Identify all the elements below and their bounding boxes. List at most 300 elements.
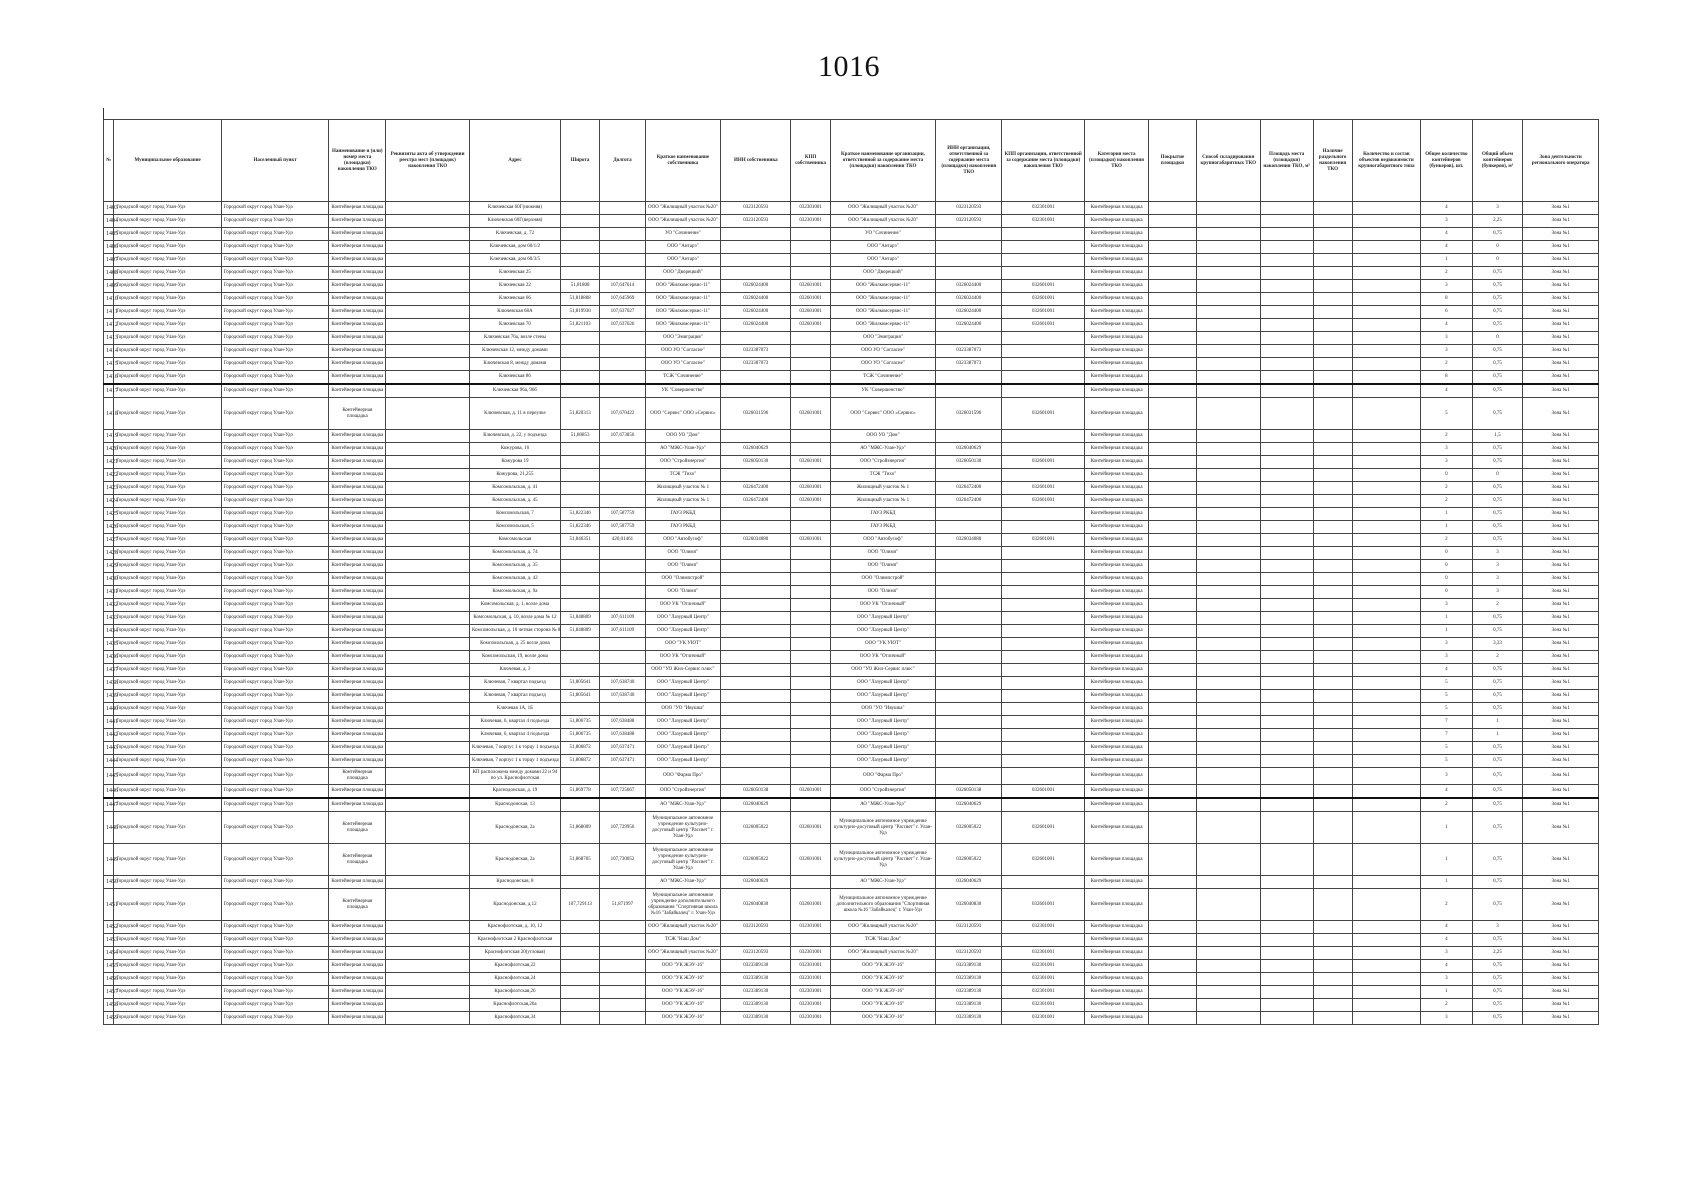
cell-site-name: Контейнерная площадка: [329, 716, 386, 729]
cell-container-count: 5: [1421, 703, 1473, 716]
cell-address: Комсомольская, д. 10, возле дома № 12: [469, 612, 560, 625]
cell-latitude: [560, 573, 599, 586]
cell-surface: [1149, 319, 1197, 332]
cell-settlement: Городской округ город Улан-Удэ: [221, 703, 329, 716]
cell-separate-collection: [1313, 716, 1352, 729]
cell-container-volume: 0,75: [1472, 703, 1523, 716]
cell-container-volume: 0,75: [1472, 742, 1523, 755]
cell-address: Ключевая, 7 квартал подъезд: [469, 677, 560, 690]
cell-owner: ООО "Лазурный Центр": [645, 729, 720, 742]
cell-category: Контейнерная площадка: [1085, 443, 1149, 456]
cell-site-name: Контейнерная площадка: [329, 960, 386, 973]
cell-settlement: Городской округ город Улан-Удэ: [221, 371, 329, 385]
cell-surface: [1149, 241, 1197, 254]
cell-org: ООО УК "Отличный": [830, 599, 935, 612]
cell-container-count: 2: [1421, 889, 1473, 921]
cell-category: Контейнерная площадка: [1085, 651, 1149, 664]
cell-number: 1416: [104, 371, 114, 385]
cell-area: [1260, 612, 1313, 625]
cell-separate-collection: [1313, 651, 1352, 664]
cell-owner: ООО "УО Жил-Сервис плюс": [645, 664, 720, 677]
cell-address: Ключевская, д. 22, у подъезда: [469, 430, 560, 443]
cell-container-volume: 0,75: [1472, 521, 1523, 534]
cell-container-count: 3: [1421, 456, 1473, 469]
cell-separate-collection: [1313, 358, 1352, 371]
cell-longitude: [600, 638, 645, 651]
cell-area: [1260, 798, 1313, 812]
cell-zone: Зона №1: [1523, 371, 1599, 385]
cell-owner: Муниципальное автономное учреждение культурно-досуговый центр "Рассвет" г. Улан-Удэ: [645, 812, 720, 844]
cell-separate-collection: [1313, 844, 1352, 876]
cell-owner-kpp: [791, 430, 830, 443]
cell-category: Контейнерная площадка: [1085, 876, 1149, 889]
cell-latitude: 51,821103: [560, 319, 599, 332]
cell-surface: [1149, 586, 1197, 599]
cell-container-count: 4: [1421, 785, 1473, 799]
cell-owner-inn: [721, 384, 791, 398]
cell-owner-kpp: [791, 612, 830, 625]
cell-container-volume: 0: [1472, 332, 1523, 345]
cell-settlement: Городской округ город Улан-Удэ: [221, 755, 329, 768]
cell-owner-kpp: 032601001: [791, 495, 830, 508]
cell-category: Контейнерная площадка: [1085, 215, 1149, 228]
cell-org: Муниципальное автономное учреждение культурно-досуговый центр "Рассвет" г. Улан-Удэ: [830, 844, 935, 876]
cell-latitude: [560, 215, 599, 228]
cell-municipality: Городской округ город Улан-Удэ: [114, 482, 222, 495]
cell-site-name: Контейнерная площадка: [329, 508, 386, 521]
cell-latitude: [560, 586, 599, 599]
cell-address: Комсомольская, д. 1, возле дома: [469, 599, 560, 612]
cell-area: [1260, 812, 1313, 844]
cell-storage-method: [1196, 703, 1260, 716]
cell-municipality: Городской округ город Улан-Удэ: [114, 358, 222, 371]
cell-category: Контейнерная площадка: [1085, 398, 1149, 430]
cell-container-volume: 0,75: [1472, 1012, 1523, 1025]
cell-zone: Зона №1: [1523, 716, 1599, 729]
cell-zone: Зона №1: [1523, 306, 1599, 319]
cell-surface: [1149, 371, 1197, 385]
cell-container-volume: 1,5: [1472, 430, 1523, 443]
cell-zone: Зона №1: [1523, 482, 1599, 495]
cell-storage-method: [1196, 443, 1260, 456]
cell-owner-inn: 0326005022: [721, 812, 791, 844]
table-row: [104, 651, 1599, 664]
cell-area: [1260, 280, 1313, 293]
cell-org-inn: 0326050130: [936, 456, 1002, 469]
cell-owner-kpp: [791, 254, 830, 267]
cell-site-name: Контейнерная площадка: [329, 560, 386, 573]
cell-separate-collection: [1313, 241, 1352, 254]
cell-owner-inn: [721, 768, 791, 785]
cell-act: [386, 319, 470, 332]
cell-org: ТСЖ "Наш Дом": [830, 934, 935, 947]
cell-separate-collection: [1313, 798, 1352, 812]
cell-surface: [1149, 677, 1197, 690]
cell-latitude: 51,822346: [560, 508, 599, 521]
cell-category: Контейнерная площадка: [1085, 755, 1149, 768]
cell-storage-method: [1196, 508, 1260, 521]
cell-org: АО "МЖС-Улан-Удэ": [830, 876, 935, 889]
cell-container-volume: 0,75: [1472, 960, 1523, 973]
cell-category: Контейнерная площадка: [1085, 495, 1149, 508]
cell-municipality: Городской округ город Улан-Удэ: [114, 443, 222, 456]
cell-container-count: 4: [1421, 241, 1473, 254]
cell-number: 1414: [104, 345, 114, 358]
cell-zone: Зона №1: [1523, 202, 1599, 215]
cell-org: ООО "Антарэ": [830, 241, 935, 254]
column-header: Адрес: [469, 120, 560, 202]
cell-zone: Зона №1: [1523, 729, 1599, 742]
cell-separate-collection: [1313, 521, 1352, 534]
cell-zone: Зона №1: [1523, 812, 1599, 844]
cell-org-kpp: [1002, 798, 1085, 812]
cell-container-volume: 0,75: [1472, 482, 1523, 495]
cell-org-inn: [936, 638, 1002, 651]
cell-address: Ключевская 96а, 96б: [469, 384, 560, 398]
cell-municipality: Городской округ город Улан-Удэ: [114, 768, 222, 785]
cell-surface: [1149, 573, 1197, 586]
cell-owner-kpp: 032301001: [791, 1012, 830, 1025]
cell-org-inn: 0326472400: [936, 482, 1002, 495]
cell-container-count: 6: [1421, 306, 1473, 319]
cell-act: [386, 812, 470, 844]
cell-area: [1260, 384, 1313, 398]
cell-container-count: 4: [1421, 921, 1473, 934]
cell-owner-inn: 0326472400: [721, 495, 791, 508]
cell-address: Кожурова, 21,255: [469, 469, 560, 482]
cell-address: Ключевская 12, между домами: [469, 345, 560, 358]
cell-number: 1429: [104, 560, 114, 573]
cell-act: [386, 254, 470, 267]
cell-objects: [1352, 612, 1420, 625]
cell-site-name: Контейнерная площадка: [329, 889, 386, 921]
cell-container-count: 7: [1421, 729, 1473, 742]
cell-org: ООО "Лазурный Центр": [830, 677, 935, 690]
cell-site-name: Контейнерная площадка: [329, 319, 386, 332]
cell-number: 1449: [104, 844, 114, 876]
cell-org: ООО "Антарэ": [830, 254, 935, 267]
cell-owner: ООО "УК УЮТ": [645, 638, 720, 651]
cell-owner-inn: 0326040629: [721, 798, 791, 812]
cell-container-volume: 0,75: [1472, 371, 1523, 385]
cell-surface: [1149, 768, 1197, 785]
cell-org-inn: [936, 755, 1002, 768]
cell-objects: [1352, 306, 1420, 319]
cell-site-name: Контейнерная площадка: [329, 664, 386, 677]
cell-owner-kpp: [791, 560, 830, 573]
cell-site-name: Контейнерная площадка: [329, 547, 386, 560]
cell-container-count: 2: [1421, 495, 1473, 508]
cell-longitude: [600, 651, 645, 664]
cell-act: [386, 560, 470, 573]
cell-owner-inn: 0326024400: [721, 306, 791, 319]
cell-municipality: Городской округ город Улан-Удэ: [114, 625, 222, 638]
cell-municipality: Городской округ город Улан-Удэ: [114, 785, 222, 799]
cell-objects: [1352, 664, 1420, 677]
cell-org-inn: 0326040629: [936, 876, 1002, 889]
cell-separate-collection: [1313, 785, 1352, 799]
cell-org: ООО "Жилкомсервис-11": [830, 319, 935, 332]
cell-org-inn: [936, 612, 1002, 625]
cell-number: 1420: [104, 443, 114, 456]
table-row: [104, 358, 1599, 371]
cell-number: 1408: [104, 267, 114, 280]
cell-settlement: Городской округ город Улан-Удэ: [221, 482, 329, 495]
cell-container-count: 5: [1421, 755, 1473, 768]
cell-container-count: 5: [1421, 677, 1473, 690]
cell-number: 1459: [104, 1012, 114, 1025]
column-header: Общее количество контейнеров (бункеров), шт.: [1421, 120, 1473, 202]
cell-objects: [1352, 844, 1420, 876]
cell-address: Ключевая 1А, 1Б: [469, 703, 560, 716]
cell-owner-inn: [721, 755, 791, 768]
cell-container-volume: 0,75: [1472, 785, 1523, 799]
cell-storage-method: [1196, 267, 1260, 280]
cell-container-count: 8: [1421, 371, 1473, 385]
cell-owner-inn: 0326024400: [721, 293, 791, 306]
cell-container-volume: 0,75: [1472, 844, 1523, 876]
column-header: Категория места (площадки) накопления ТКО: [1085, 120, 1149, 202]
cell-address: Комсомольская, д. 45: [469, 495, 560, 508]
cell-container-count: 2: [1421, 267, 1473, 280]
cell-municipality: Городской округ город Улан-Удэ: [114, 293, 222, 306]
cell-settlement: Городской округ город Улан-Удэ: [221, 986, 329, 999]
cell-latitude: 51,819930: [560, 306, 599, 319]
cell-owner: ООО "Лазурный Центр": [645, 625, 720, 638]
cell-settlement: Городской округ город Улан-Удэ: [221, 560, 329, 573]
cell-org: ООО "Сервис" ООО «Сервис»: [830, 398, 935, 430]
cell-container-count: 1: [1421, 612, 1473, 625]
cell-objects: [1352, 443, 1420, 456]
cell-container-volume: 3: [1472, 573, 1523, 586]
cell-container-count: 4: [1421, 664, 1473, 677]
cell-org-inn: [936, 560, 1002, 573]
cell-separate-collection: [1313, 469, 1352, 482]
cell-site-name: Контейнерная площадка: [329, 625, 386, 638]
cell-settlement: Городской округ город Улан-Удэ: [221, 798, 329, 812]
cell-municipality: Городской округ город Улан-Удэ: [114, 798, 222, 812]
cell-settlement: Городской округ город Улан-Удэ: [221, 241, 329, 254]
cell-zone: Зона №1: [1523, 215, 1599, 228]
cell-area: [1260, 986, 1313, 999]
cell-owner: ООО "Лазурный Центр": [645, 677, 720, 690]
cell-owner-inn: [721, 254, 791, 267]
cell-act: [386, 534, 470, 547]
table-row: [104, 844, 1599, 876]
cell-zone: Зона №1: [1523, 599, 1599, 612]
cell-longitude: 107,638488: [600, 716, 645, 729]
cell-longitude: [600, 960, 645, 973]
table-row: [104, 798, 1599, 812]
cell-owner-inn: [721, 560, 791, 573]
cell-owner: ООО "Лазурный Центр": [645, 612, 720, 625]
cell-category: Контейнерная площадка: [1085, 599, 1149, 612]
cell-latitude: [560, 202, 599, 215]
table-row: [104, 812, 1599, 844]
cell-owner-inn: 0323389130: [721, 986, 791, 999]
cell-storage-method: [1196, 521, 1260, 534]
cell-objects: [1352, 254, 1420, 267]
cell-org-kpp: [1002, 358, 1085, 371]
cell-container-count: 1: [1421, 521, 1473, 534]
cell-surface: [1149, 358, 1197, 371]
cell-latitude: [560, 638, 599, 651]
cell-surface: [1149, 599, 1197, 612]
cell-municipality: Городской округ город Улан-Удэ: [114, 599, 222, 612]
cell-municipality: Городской округ город Улан-Удэ: [114, 254, 222, 267]
cell-separate-collection: [1313, 534, 1352, 547]
cell-objects: [1352, 599, 1420, 612]
cell-container-count: 0: [1421, 586, 1473, 599]
cell-site-name: Контейнерная площадка: [329, 651, 386, 664]
cell-owner: ООО "Жилищный участок №20": [645, 202, 720, 215]
cell-container-volume: 0,75: [1472, 495, 1523, 508]
cell-separate-collection: [1313, 1012, 1352, 1025]
cell-settlement: Городской округ город Улан-Удэ: [221, 638, 329, 651]
cell-zone: Зона №1: [1523, 384, 1599, 398]
cell-settlement: Городской округ город Улан-Удэ: [221, 876, 329, 889]
cell-objects: [1352, 384, 1420, 398]
cell-storage-method: [1196, 482, 1260, 495]
cell-latitude: [560, 960, 599, 973]
cell-owner: ООО "Жилищный участок №20": [645, 921, 720, 934]
cell-org-kpp: 032601001: [1002, 398, 1085, 430]
cell-zone: Зона №1: [1523, 443, 1599, 456]
cell-objects: [1352, 319, 1420, 332]
cell-settlement: Городской округ город Улан-Удэ: [221, 228, 329, 241]
cell-latitude: [560, 332, 599, 345]
cell-category: Контейнерная площадка: [1085, 785, 1149, 799]
cell-zone: Зона №1: [1523, 228, 1599, 241]
cell-objects: [1352, 202, 1420, 215]
cell-surface: [1149, 889, 1197, 921]
table-body: [104, 202, 1599, 1025]
cell-owner: ООО "Антарэ": [645, 254, 720, 267]
cell-org-inn: 0323389130: [936, 986, 1002, 999]
cell-owner: ООО "УК ЖЭУ-16": [645, 1012, 720, 1025]
cell-zone: Зона №1: [1523, 755, 1599, 768]
cell-area: [1260, 973, 1313, 986]
table-row: [104, 768, 1599, 785]
cell-longitude: [600, 267, 645, 280]
cell-container-count: 2: [1421, 358, 1473, 371]
cell-address: Ключевская, д. 11 в переулке: [469, 398, 560, 430]
cell-municipality: Городской округ город Улан-Удэ: [114, 534, 222, 547]
cell-category: Контейнерная площадка: [1085, 384, 1149, 398]
cell-number: 1422: [104, 469, 114, 482]
cell-separate-collection: [1313, 973, 1352, 986]
cell-settlement: Городской округ город Улан-Удэ: [221, 785, 329, 799]
cell-longitude: 107,645969: [600, 293, 645, 306]
cell-number: 1452: [104, 921, 114, 934]
cell-objects: [1352, 960, 1420, 973]
cell-latitude: [560, 973, 599, 986]
cell-objects: [1352, 889, 1420, 921]
cell-org-inn: [936, 742, 1002, 755]
cell-container-volume: 0,75: [1472, 534, 1523, 547]
cell-surface: [1149, 202, 1197, 215]
cell-longitude: [600, 254, 645, 267]
cell-municipality: Городской округ город Улан-Удэ: [114, 677, 222, 690]
cell-surface: [1149, 560, 1197, 573]
cell-zone: Зона №1: [1523, 280, 1599, 293]
table-row: [104, 430, 1599, 443]
cell-owner-kpp: [791, 703, 830, 716]
cell-latitude: 51,822346: [560, 521, 599, 534]
cell-owner-kpp: [791, 876, 830, 889]
cell-latitude: [560, 876, 599, 889]
table-row: [104, 469, 1599, 482]
cell-address: Краснодонская, 2а: [469, 812, 560, 844]
cell-org-kpp: [1002, 384, 1085, 398]
cell-surface: [1149, 664, 1197, 677]
cell-zone: Зона №1: [1523, 254, 1599, 267]
cell-org-kpp: 032601001: [1002, 319, 1085, 332]
cell-category: Контейнерная площадка: [1085, 612, 1149, 625]
cell-owner-kpp: 032301001: [791, 973, 830, 986]
cell-longitude: 107,638740: [600, 677, 645, 690]
cell-surface: [1149, 430, 1197, 443]
cell-container-volume: 3: [1472, 586, 1523, 599]
cell-org: ООО "Олимп": [830, 547, 935, 560]
table-row: [104, 947, 1599, 960]
cell-site-name: Контейнерная площадка: [329, 798, 386, 812]
cell-latitude: [560, 934, 599, 947]
cell-zone: Зона №1: [1523, 267, 1599, 280]
cell-settlement: Городской округ город Улан-Удэ: [221, 534, 329, 547]
cell-owner-inn: 0323389130: [721, 1012, 791, 1025]
cell-category: Контейнерная площадка: [1085, 254, 1149, 267]
cell-site-name: Контейнерная площадка: [329, 844, 386, 876]
cell-longitude: [600, 215, 645, 228]
cell-org-kpp: 032301001: [1002, 960, 1085, 973]
cell-number: 1406: [104, 241, 114, 254]
cell-longitude: [600, 921, 645, 934]
cell-owner-kpp: [791, 729, 830, 742]
cell-owner-kpp: 032601001: [791, 398, 830, 430]
cell-owner-inn: [721, 508, 791, 521]
column-header: Количество и состав объектов недвижимости крупногабаритного типа: [1352, 120, 1420, 202]
cell-org: ООО "УК ЖЭУ-16": [830, 973, 935, 986]
cell-org: ООО "Олимп": [830, 586, 935, 599]
cell-owner-kpp: [791, 547, 830, 560]
cell-site-name: Контейнерная площадка: [329, 986, 386, 999]
cell-municipality: Городской округ город Улан-Удэ: [114, 1012, 222, 1025]
cell-storage-method: [1196, 430, 1260, 443]
cell-surface: [1149, 456, 1197, 469]
cell-org-kpp: 032601001: [1002, 495, 1085, 508]
cell-owner: ООО "Лазурный Центр": [645, 716, 720, 729]
cell-owner: ООО "Лазурный Центр": [645, 742, 720, 755]
cell-area: [1260, 755, 1313, 768]
cell-storage-method: [1196, 547, 1260, 560]
cell-site-name: Контейнерная площадка: [329, 812, 386, 844]
cell-latitude: [560, 456, 599, 469]
cell-act: [386, 332, 470, 345]
cell-org-inn: [936, 371, 1002, 385]
cell-settlement: Городской округ город Улан-Удэ: [221, 332, 329, 345]
cell-storage-method: [1196, 495, 1260, 508]
cell-number: 1457: [104, 986, 114, 999]
cell-zone: Зона №1: [1523, 934, 1599, 947]
cell-address: Комсомольская, д. 35: [469, 560, 560, 573]
cell-municipality: Городской округ город Улан-Удэ: [114, 345, 222, 358]
cell-separate-collection: [1313, 999, 1352, 1012]
cell-separate-collection: [1313, 508, 1352, 521]
cell-number: 1405: [104, 228, 114, 241]
cell-owner: ООО "Олимп": [645, 547, 720, 560]
cell-area: [1260, 306, 1313, 319]
